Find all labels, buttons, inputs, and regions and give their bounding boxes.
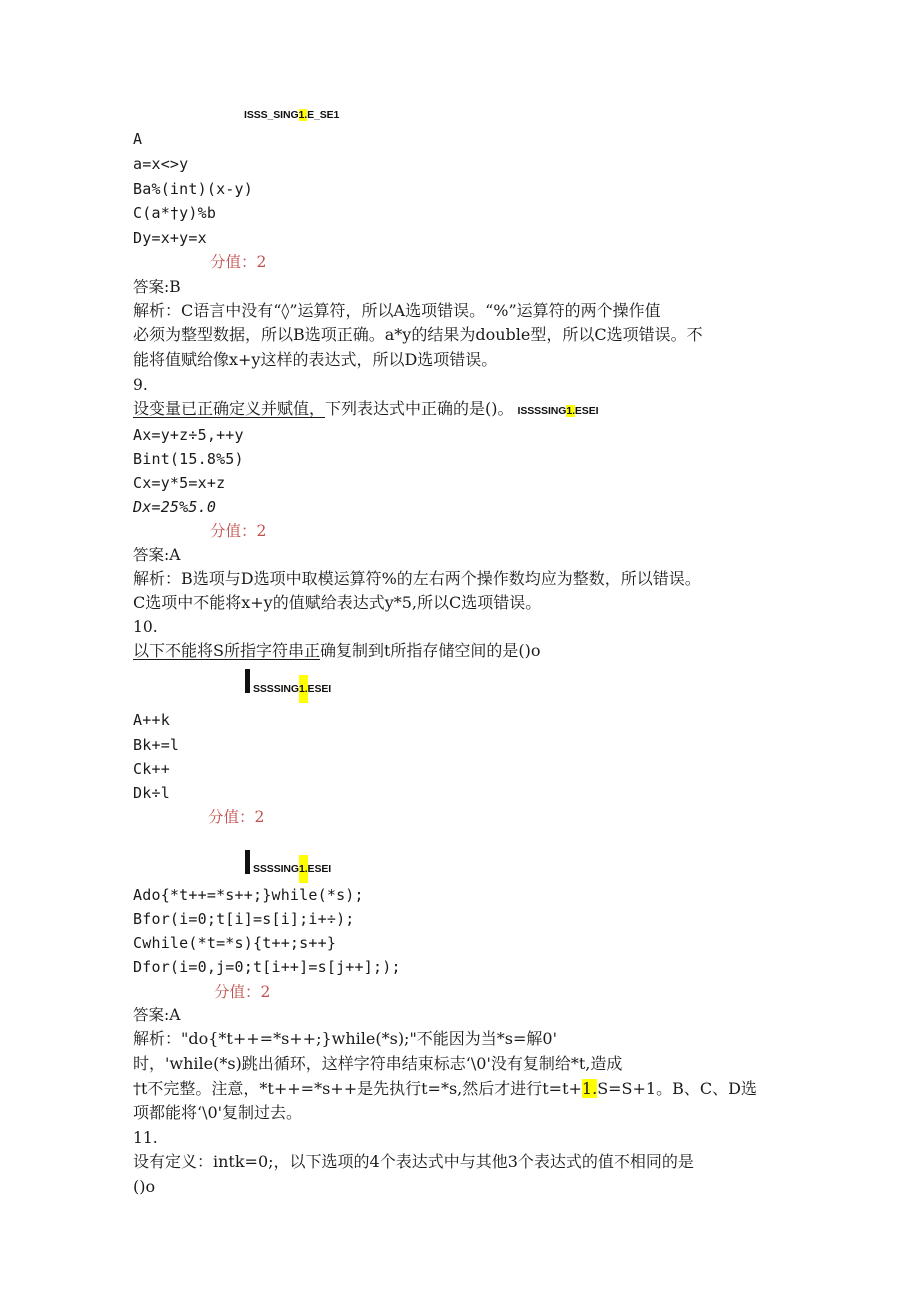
- option-line: Ax=y+z÷5,++y: [133, 426, 244, 444]
- option-line: Dx=25%5.0: [133, 498, 217, 516]
- answer-label: 答案:B: [133, 278, 181, 296]
- option-line: C(a*†y)%b: [133, 204, 217, 222]
- answer-label: 答案:A: [133, 1006, 181, 1024]
- question-text: 设变量已正确定义并赋值，下列表达式中正确的是()。 ISSSSING1.ESEI: [133, 399, 599, 418]
- analysis-line: C选项中不能将x+y的值赋给表达式y*5,所以C选项错误。: [133, 593, 542, 612]
- question-tag: SSSSING1.ESEI: [253, 862, 331, 883]
- option-line: Cwhile(*t=*s){t++;s++}: [133, 934, 337, 952]
- question-tag: ISSS_SING1.E_SE1: [244, 109, 340, 121]
- option-line: Ba%(int)(x-y): [133, 180, 253, 198]
- option-line: a=x<>y: [133, 155, 189, 173]
- analysis-line: 解析：C语言中没有“◊”运算符，所以A选项错误。“%”运算符的两个操作值: [133, 301, 661, 320]
- option-line: Ck++: [133, 760, 170, 778]
- question-number: 9.: [133, 376, 148, 394]
- question-number: 11.: [133, 1129, 158, 1147]
- score-label: 分值：2: [208, 808, 265, 826]
- question-number: 10.: [133, 618, 158, 636]
- analysis-line: 解析："do{*t++=*s++;}while(*s);"不能因为当*s=解0': [133, 1029, 558, 1048]
- analysis-line: 时，'while(*s)跳出循环，这样字符串结束标志‘\0'没有复制给*t,造成: [133, 1054, 623, 1073]
- option-line: Bint(15.8%5): [133, 450, 244, 468]
- analysis-line: 项都能将‘\0'复制过去。: [133, 1103, 303, 1122]
- option-line: Bfor(i=0;t[i]=s[i];i+÷);: [133, 910, 355, 928]
- option-line: Ado{*t++=*s++;}while(*s);: [133, 886, 364, 904]
- text-cursor-bar: [245, 850, 250, 874]
- option-line: A++k: [133, 711, 170, 729]
- analysis-line: 必须为整型数据，所以B选项正确。a*y的结果为double型，所以C选项错误。不: [133, 325, 703, 344]
- analysis-line: 能将值赋给像x+y这样的表达式，所以D选项错误。: [133, 350, 498, 369]
- analysis-line: †t不完整。注意，*t++=*s++是先执行t=*s,然后才进行t=t+1.S=S+1。B、C、D选: [133, 1079, 757, 1098]
- option-line: Bk+=l: [133, 736, 180, 754]
- score-label: 分值：2: [210, 522, 267, 540]
- question-tag: ISSSSING1.ESEI: [517, 405, 599, 417]
- option-line: Dfor(i=0,j=0;t[i++]=s[j++];);: [133, 958, 401, 976]
- option-line: Dy=x+y=x: [133, 229, 207, 247]
- question-text: ()o: [133, 1177, 156, 1196]
- option-line: Dk÷l: [133, 784, 170, 802]
- question-text: 设有定义：intk=0;，以下选项的4个表达式中与其他3个表达式的值不相同的是: [133, 1152, 694, 1171]
- score-label: 分值：2: [214, 983, 271, 1001]
- question-text: 以下不能将S所指字符串正确复制到t所指存储空间的是()o: [133, 641, 541, 660]
- analysis-line: 解析：B选项与D选项中取模运算符%的左右两个操作数均应为整数，所以错误。: [133, 569, 701, 588]
- answer-label: 答案:A: [133, 546, 181, 564]
- text-cursor-bar: [245, 669, 250, 693]
- option-line: A: [133, 130, 143, 148]
- question-tag: SSSSING1.ESEI: [253, 682, 331, 703]
- score-label: 分值：2: [210, 253, 267, 271]
- option-line: Cx=y*5=x+z: [133, 474, 226, 492]
